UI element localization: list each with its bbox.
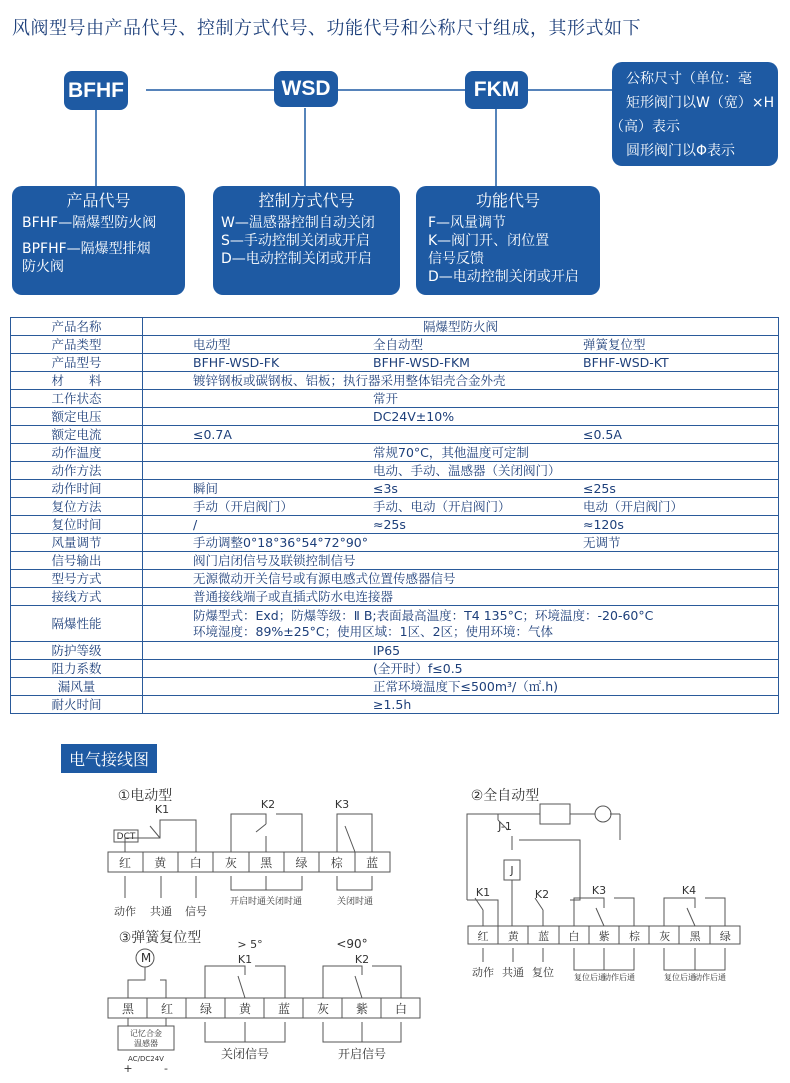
table-row	[11, 570, 779, 588]
angle-label: > 5°	[237, 938, 263, 951]
terminal-function: 复位	[532, 966, 554, 979]
cell-text: ≈25s	[373, 517, 406, 532]
terminal-label: 白	[568, 930, 580, 943]
row-label: 动作方法	[11, 462, 143, 480]
relay-label: J-1	[498, 820, 512, 833]
sign-label: -	[164, 1062, 168, 1075]
box-line: D—电动控制关闭或开启	[428, 269, 579, 285]
row-value	[143, 678, 779, 696]
intro-text: 风阀型号由产品代号、控制方式代号、功能代号和公称尺寸组成，其形式如下	[12, 18, 641, 39]
diagram-title-1: ①电动型	[117, 788, 173, 804]
table-row	[11, 660, 779, 678]
row-label: 动作时间	[11, 480, 143, 498]
table-row	[11, 462, 779, 480]
terminal-function: 信号	[185, 905, 207, 918]
table-row	[11, 516, 779, 534]
cell-text: ≤25s	[583, 481, 616, 496]
row-value	[143, 390, 779, 408]
terminal-label: 绿	[295, 856, 308, 870]
row-value	[143, 516, 779, 534]
row-value	[143, 372, 779, 390]
row-value	[143, 642, 779, 660]
row-value	[143, 570, 779, 588]
row-label: 信号输出	[11, 552, 143, 570]
row-label: 接线方式	[11, 588, 143, 606]
switch-label: K2	[534, 888, 550, 901]
code-fkm: FKM	[465, 71, 528, 109]
terminal-label: 紫	[355, 1002, 369, 1016]
switch-label: K1	[475, 886, 491, 899]
cell-text: 瞬间	[193, 481, 219, 496]
table-row	[11, 696, 779, 714]
terminal-label: 灰	[224, 856, 237, 870]
box-line: BFHF—隔爆型防火阀	[22, 215, 157, 231]
signal-label: 关闭信号	[220, 1047, 270, 1061]
control-code-box	[213, 186, 400, 295]
cell-text: (全开时）f≤0.5	[373, 661, 463, 676]
box-line: F—风量调节	[428, 215, 507, 231]
terminal-function: 共通	[150, 905, 172, 918]
cell-text: 手动调整0°18°36°54°72°90°	[193, 535, 368, 550]
table-row	[11, 354, 779, 372]
wiring-section-title: 电气接线图	[61, 744, 157, 773]
terminal-function: 动作	[472, 966, 494, 979]
box-line: K—阀门开、闭位置 信号反馈	[428, 233, 550, 267]
row-label: 型号方式	[11, 570, 143, 588]
terminal-function: 开启时通	[229, 897, 267, 907]
motor-label: M	[140, 951, 152, 965]
switch-label: K2	[354, 953, 370, 966]
row-value	[143, 354, 779, 372]
cell-text: 隔爆型防火阀	[422, 319, 499, 334]
row-label: 动作温度	[11, 444, 143, 462]
terminal-label: 黑	[689, 930, 701, 943]
size-line: （高）表示	[610, 119, 680, 135]
voltage-label: AC/DC24V	[128, 1055, 164, 1063]
sign-label: +	[123, 1062, 133, 1075]
terminal-label: 蓝	[538, 930, 550, 943]
switch-label: K3	[334, 798, 350, 811]
cell-text: 普通接线端子或直插式防水电连接器	[193, 589, 394, 604]
table-row	[11, 480, 779, 498]
table-row	[11, 588, 779, 606]
terminal-function: 共通	[502, 966, 524, 979]
terminal-label: 白	[189, 856, 202, 870]
diagram-title-3: ③弹簧复位型	[118, 930, 202, 946]
row-label: 额定电流	[11, 426, 143, 444]
size-line: 矩形阀门以W（宽）×H	[626, 95, 775, 111]
row-label: 漏风量	[11, 678, 143, 696]
wiring-diagrams	[0, 780, 790, 1080]
cell-text: 镀锌钢板或碳钢板、铝板；执行器采用整体铝壳合金外壳	[193, 373, 506, 388]
terminal-function: 关闭时通	[265, 897, 303, 907]
table-row	[11, 606, 779, 642]
table-row	[11, 318, 779, 336]
cell-text: 电动、手动、温感器（关闭阀门）	[373, 463, 561, 478]
relay-label: J	[510, 864, 514, 877]
box-line: W—温感器控制自动关闭	[221, 215, 375, 231]
switch-label: K2	[260, 798, 276, 811]
spec-table	[10, 317, 779, 714]
terminal-label: 蓝	[366, 856, 379, 870]
row-label: 复位时间	[11, 516, 143, 534]
cell-text: BFHF-WSD-FK	[193, 355, 280, 370]
box-title: 功能代号	[475, 191, 540, 210]
row-value	[143, 534, 779, 552]
cell-text: 常开	[373, 391, 399, 406]
cell-text: 阀门启闭信号及联锁控制信号	[193, 553, 356, 568]
table-row	[11, 336, 779, 354]
row-value	[143, 498, 779, 516]
row-value	[143, 552, 779, 570]
terminal-label: 棕	[629, 930, 640, 943]
product-code-box	[12, 186, 185, 295]
row-label: 工作状态	[11, 390, 143, 408]
terminal-label: 黄	[238, 1002, 252, 1016]
cell-text: 无源微动开关信号或有源电感式位置传感器信号	[193, 571, 456, 586]
terminal-label: 红	[477, 930, 489, 943]
cell-text: 环境湿度：89%±25°C；使用区域：1区、2区；使用环境：气体	[193, 623, 554, 639]
cell-text: ≤0.5A	[583, 427, 622, 442]
terminal-label: 绿	[199, 1002, 213, 1016]
table-row	[11, 552, 779, 570]
terminal-label: 黑	[260, 856, 273, 870]
terminal-label: 黄	[507, 930, 519, 943]
size-line: 公称尺寸（单位：毫	[626, 71, 752, 87]
function-code-box	[416, 186, 600, 295]
terminal-label: 绿	[719, 930, 731, 943]
cell-text: ≥1.5h	[373, 697, 412, 712]
cell-text: DC24V±10%	[373, 409, 455, 424]
row-label: 产品类型	[11, 336, 143, 354]
row-value	[143, 480, 779, 498]
cell-text: ≤3s	[373, 481, 398, 496]
switch-label: K3	[591, 884, 607, 897]
terminal-function: 动作后通	[603, 973, 635, 982]
terminal-label: 黑	[121, 1002, 135, 1016]
row-value	[143, 444, 779, 462]
row-value	[143, 462, 779, 480]
row-value	[143, 606, 779, 642]
row-value	[143, 318, 779, 336]
table-row	[11, 426, 779, 444]
cell-text: 正常环境温度下≤500m³/（㎡.h)	[373, 679, 559, 694]
thermal-box-label: 记忆合金	[130, 1029, 162, 1038]
angle-label: <90°	[336, 937, 368, 951]
terminal-function: 动作	[114, 905, 136, 918]
terminal-label: 白	[394, 1002, 408, 1016]
row-label: 阻力系数	[11, 660, 143, 678]
cell-text: BFHF-WSD-KT	[583, 355, 669, 370]
cell-text: 手动、电动（开启阀门）	[373, 499, 511, 514]
cell-text: BFHF-WSD-FKM	[373, 355, 470, 370]
terminal-function: 复位后通	[664, 973, 696, 982]
box-line: S—手动控制关闭或开启	[221, 233, 370, 249]
table-row	[11, 390, 779, 408]
row-label: 材 料	[11, 372, 143, 390]
terminal-function: 复位后通	[574, 973, 606, 982]
code-wsd: WSD	[274, 71, 338, 107]
box-title: 控制方式代号	[258, 191, 355, 210]
row-label: 耐火时间	[11, 696, 143, 714]
table-row	[11, 372, 779, 390]
cell-text: 无调节	[583, 535, 621, 550]
terminal-label: 黄	[154, 856, 167, 870]
cell-text: 手动（开启阀门）	[193, 499, 294, 514]
cell-text: ≈120s	[583, 517, 624, 532]
terminal-label: 蓝	[277, 1002, 291, 1016]
row-label: 风量调节	[11, 534, 143, 552]
size-line: 圆形阀门以Φ表示	[626, 143, 736, 159]
switch-label: K1	[154, 803, 170, 816]
cell-text: 电动（开启阀门）	[583, 499, 684, 514]
switch-label: K4	[681, 884, 697, 897]
row-value	[143, 660, 779, 678]
terminal-label: 灰	[659, 930, 671, 943]
row-label: 额定电压	[11, 408, 143, 426]
box-line: D—电动控制关闭或开启	[221, 251, 372, 267]
terminal-label: 红	[118, 856, 132, 870]
cell-text: ≤0.7A	[193, 427, 232, 442]
box-title: 产品代号	[66, 191, 131, 210]
row-label: 防护等级	[11, 642, 143, 660]
size-box	[612, 62, 778, 166]
row-label: 产品型号	[11, 354, 143, 372]
table-row	[11, 408, 779, 426]
terminal-label: 红	[160, 1002, 174, 1016]
table-row	[11, 678, 779, 696]
row-value	[143, 426, 779, 444]
cell-text: 全自动型	[373, 337, 424, 352]
cell-text: 防爆型式：Exd；防爆等级：Ⅱ B;表面最高温度：T4 135°C；环境温度：-20-60°C	[193, 607, 654, 623]
thermal-box-label: 温感器	[134, 1039, 158, 1048]
box-line: BPFHF—隔爆型排烟 防火阀	[22, 241, 151, 275]
diagram-title-2: ②全自动型	[470, 788, 540, 804]
cell-text: IP65	[373, 643, 401, 658]
switch-label: K1	[237, 953, 253, 966]
terminal-label: 灰	[316, 1002, 330, 1016]
cell-text: 电动型	[193, 337, 231, 352]
table-row	[11, 642, 779, 660]
row-label: 隔爆性能	[11, 606, 143, 642]
table-row	[11, 498, 779, 516]
cell-text: 弹簧复位型	[583, 337, 646, 352]
dct-label: DCT	[116, 832, 136, 842]
terminal-label: 棕	[330, 856, 343, 870]
cell-text: 常规70°C，其他温度可定制	[373, 445, 529, 460]
terminal-label: 紫	[598, 930, 610, 943]
row-label: 复位方法	[11, 498, 143, 516]
cell-text: /	[193, 517, 198, 532]
row-value	[143, 336, 779, 354]
code-bfhf: BFHF	[64, 71, 128, 110]
table-row	[11, 534, 779, 552]
row-value	[143, 408, 779, 426]
terminal-function: 关闭时通	[336, 897, 374, 907]
terminal-function: 动作后通	[694, 973, 726, 982]
table-row	[11, 444, 779, 462]
row-label: 产品名称	[11, 318, 143, 336]
signal-label: 开启信号	[337, 1047, 387, 1061]
row-value	[143, 588, 779, 606]
row-value	[143, 696, 779, 714]
